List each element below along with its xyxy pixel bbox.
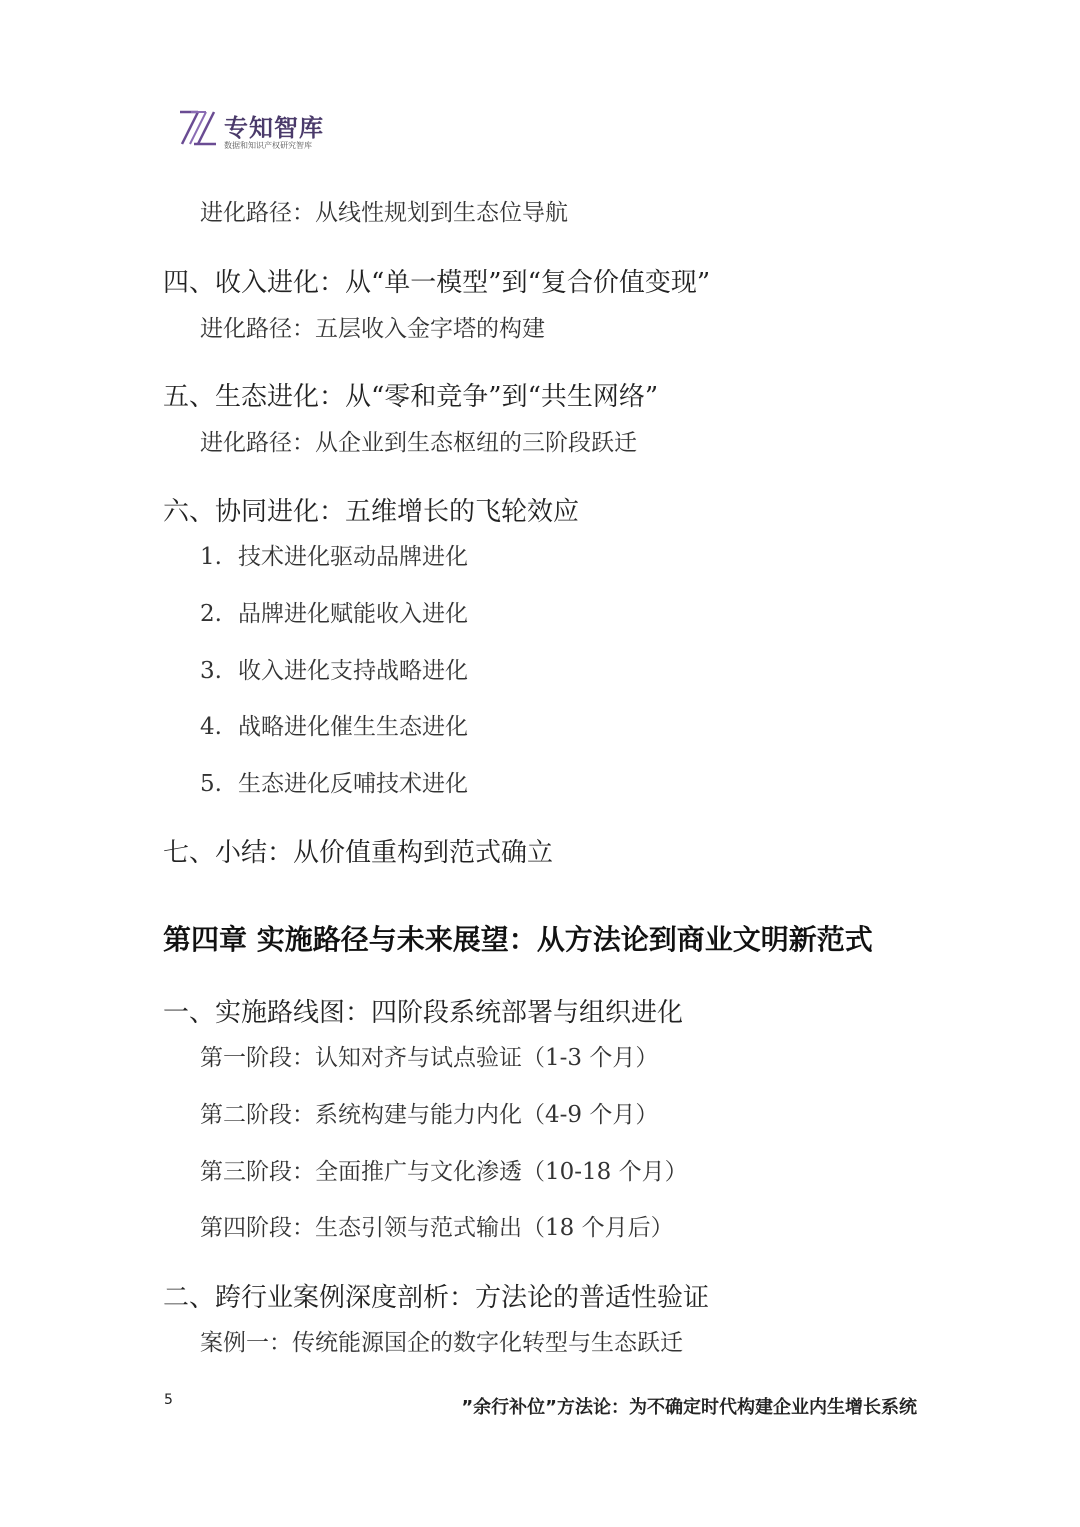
logo-subtitle: 数据和知识产权研究智库 [224,141,312,150]
phase-line: 第四阶段：生态引领与范式输出（18 个月后） [200,1215,674,1241]
list-item-text: 生态进化反哺技术进化 [238,771,468,797]
zz-logo-mark-icon [178,108,218,148]
list-item-text: 收入进化支持战略进化 [238,658,468,684]
chapter-title: 第四章 实施路径与未来展望：从方法论到商业文明新范式 [163,923,873,956]
footer-title: ”余行补位”方法论：为不确定时代构建企业内生增长系统 [461,1397,917,1418]
evolution-path-line: 进化路径：从企业到生态枢纽的三阶段跃迁 [200,430,637,456]
list-item-number: 1. [200,544,222,570]
section-heading-5: 五、生态进化：从“零和竞争”到“共生网络” [163,382,659,412]
section-heading-c1: 一、实施路线图：四阶段系统部署与组织进化 [163,998,684,1028]
section-heading-4: 四、收入进化：从“单一模型”到“复合价值变现” [163,268,711,298]
phase-line: 第二阶段：系统构建与能力内化（4-9 个月） [200,1102,659,1128]
logo-title: 专知智库 [224,114,324,142]
section-heading-7: 七、小结：从价值重构到范式确立 [163,838,554,868]
list-item-number: 2. [200,601,222,627]
list-item-text: 技术进化驱动品牌进化 [238,544,468,570]
list-item-number: 3. [200,658,222,684]
section-heading-6: 六、协同进化：五维增长的飞轮效应 [163,497,580,527]
list-item-number: 5. [200,771,222,797]
case-line: 案例一：传统能源国企的数字化转型与生态跃迁 [200,1330,683,1356]
list-item [200,595,468,628]
list-item-text: 品牌进化赋能收入进化 [238,601,468,627]
page-number: 5 [164,1392,173,1408]
phase-line: 第三阶段：全面推广与文化渗透（10-18 个月） [200,1159,688,1185]
evolution-path-line: 进化路径：五层收入金字塔的构建 [200,316,545,342]
section-heading-c2: 二、跨行业案例深度剖析：方法论的普适性验证 [163,1283,710,1313]
list-item [200,765,468,798]
logo [178,104,398,154]
list-item [200,652,468,685]
list-item-number: 4. [200,714,222,740]
evolution-path-line: 进化路径：从线性规划到生态位导航 [200,200,568,226]
list-item [200,538,468,571]
list-item [200,708,468,741]
phase-line: 第一阶段：认知对齐与试点验证（1-3 个月） [200,1045,659,1071]
list-item-text: 战略进化催生生态进化 [238,714,468,740]
